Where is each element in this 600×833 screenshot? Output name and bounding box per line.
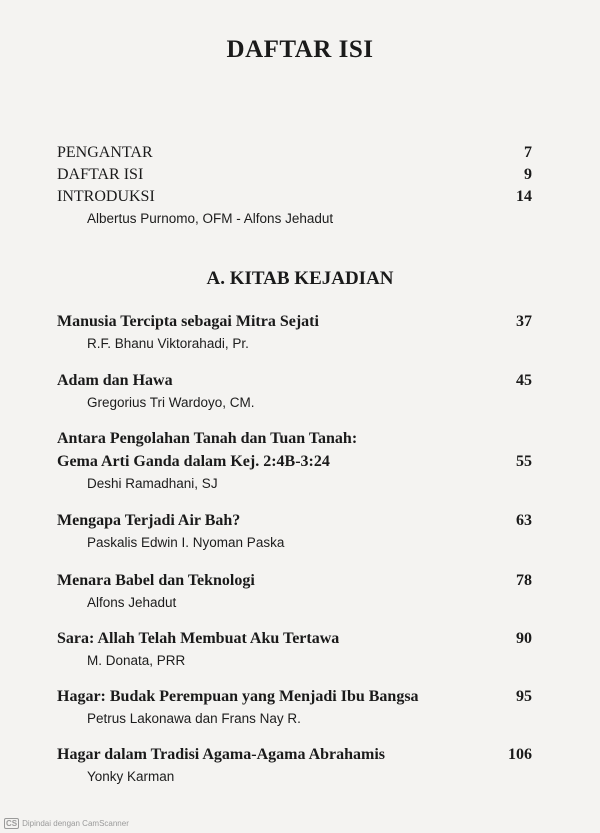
toc-author: Paskalis Edwin I. Nyoman Paska [87, 535, 285, 550]
toc-author: Petrus Lakonawa dan Frans Nay R. [87, 711, 301, 726]
toc-entry [57, 372, 532, 410]
toc-entry-title-line1: Antara Pengolahan Tanah dan Tuan Tanah: [57, 430, 358, 447]
toc-page-number: 37 [516, 313, 532, 330]
toc-entry-title: Mengapa Terjadi Air Bah? [57, 512, 241, 529]
toc-page-number: 55 [516, 453, 532, 470]
toc-entry [57, 430, 532, 491]
toc-front-introduksi [57, 188, 532, 226]
toc-author: Yonky Karman [87, 769, 175, 784]
toc-label: PENGANTAR [57, 144, 153, 161]
toc-entry-title: Manusia Tercipta sebagai Mitra Sejati [57, 313, 319, 330]
scanner-watermark [4, 818, 129, 829]
toc-entry [57, 572, 532, 610]
toc-entry-title: Menara Babel dan Teknologi [57, 572, 255, 589]
toc-author: R.F. Bhanu Viktorahadi, Pr. [87, 336, 249, 351]
toc-page-number: 9 [524, 166, 532, 183]
toc-page-number: 63 [516, 512, 532, 529]
toc-entry [57, 630, 532, 668]
toc-author: Albertus Purnomo, OFM - Alfons Jehadut [87, 211, 334, 226]
toc-entry [57, 746, 532, 784]
toc-page-number: 78 [516, 572, 532, 589]
toc-author: Deshi Ramadhani, SJ [87, 476, 218, 491]
toc-author: Alfons Jehadut [87, 595, 177, 610]
toc-entry [57, 512, 532, 550]
toc-entry-title: Hagar dalam Tradisi Agama-Agama Abrahamis [57, 746, 386, 763]
toc-entry-title: Gema Arti Ganda dalam Kej. 2:4B-3:24 [57, 453, 330, 470]
toc-front-pengantar [57, 144, 532, 162]
toc-entry-title: Sara: Allah Telah Membuat Aku Tertawa [57, 630, 340, 647]
toc-page-number: 7 [524, 144, 532, 161]
toc-label: INTRODUKSI [57, 188, 155, 205]
toc-entry [57, 688, 532, 726]
toc-entry-title: Adam dan Hawa [57, 372, 173, 389]
toc-page-number: 14 [516, 188, 532, 205]
toc-label: DAFTAR ISI [57, 166, 144, 183]
camscanner-logo-icon: CS [6, 819, 18, 828]
toc-page-number: 106 [508, 746, 532, 763]
toc-page-number: 45 [516, 372, 532, 389]
page-title: DAFTAR ISI [226, 36, 374, 63]
toc-front-daftar-isi [57, 166, 532, 184]
toc-page-number: 95 [516, 688, 532, 705]
toc-entry-title: Hagar: Budak Perempuan yang Menjadi Ibu Bangsa [57, 688, 419, 705]
toc-entry [57, 313, 532, 351]
toc-author: M. Donata, PRR [87, 653, 186, 668]
section-title: A. KITAB KEJADIAN [206, 268, 394, 289]
toc-page-number: 90 [516, 630, 532, 647]
toc-author: Gregorius Tri Wardoyo, CM. [87, 395, 255, 410]
scanner-watermark-text: Dipindai dengan CamScanner [22, 819, 129, 828]
